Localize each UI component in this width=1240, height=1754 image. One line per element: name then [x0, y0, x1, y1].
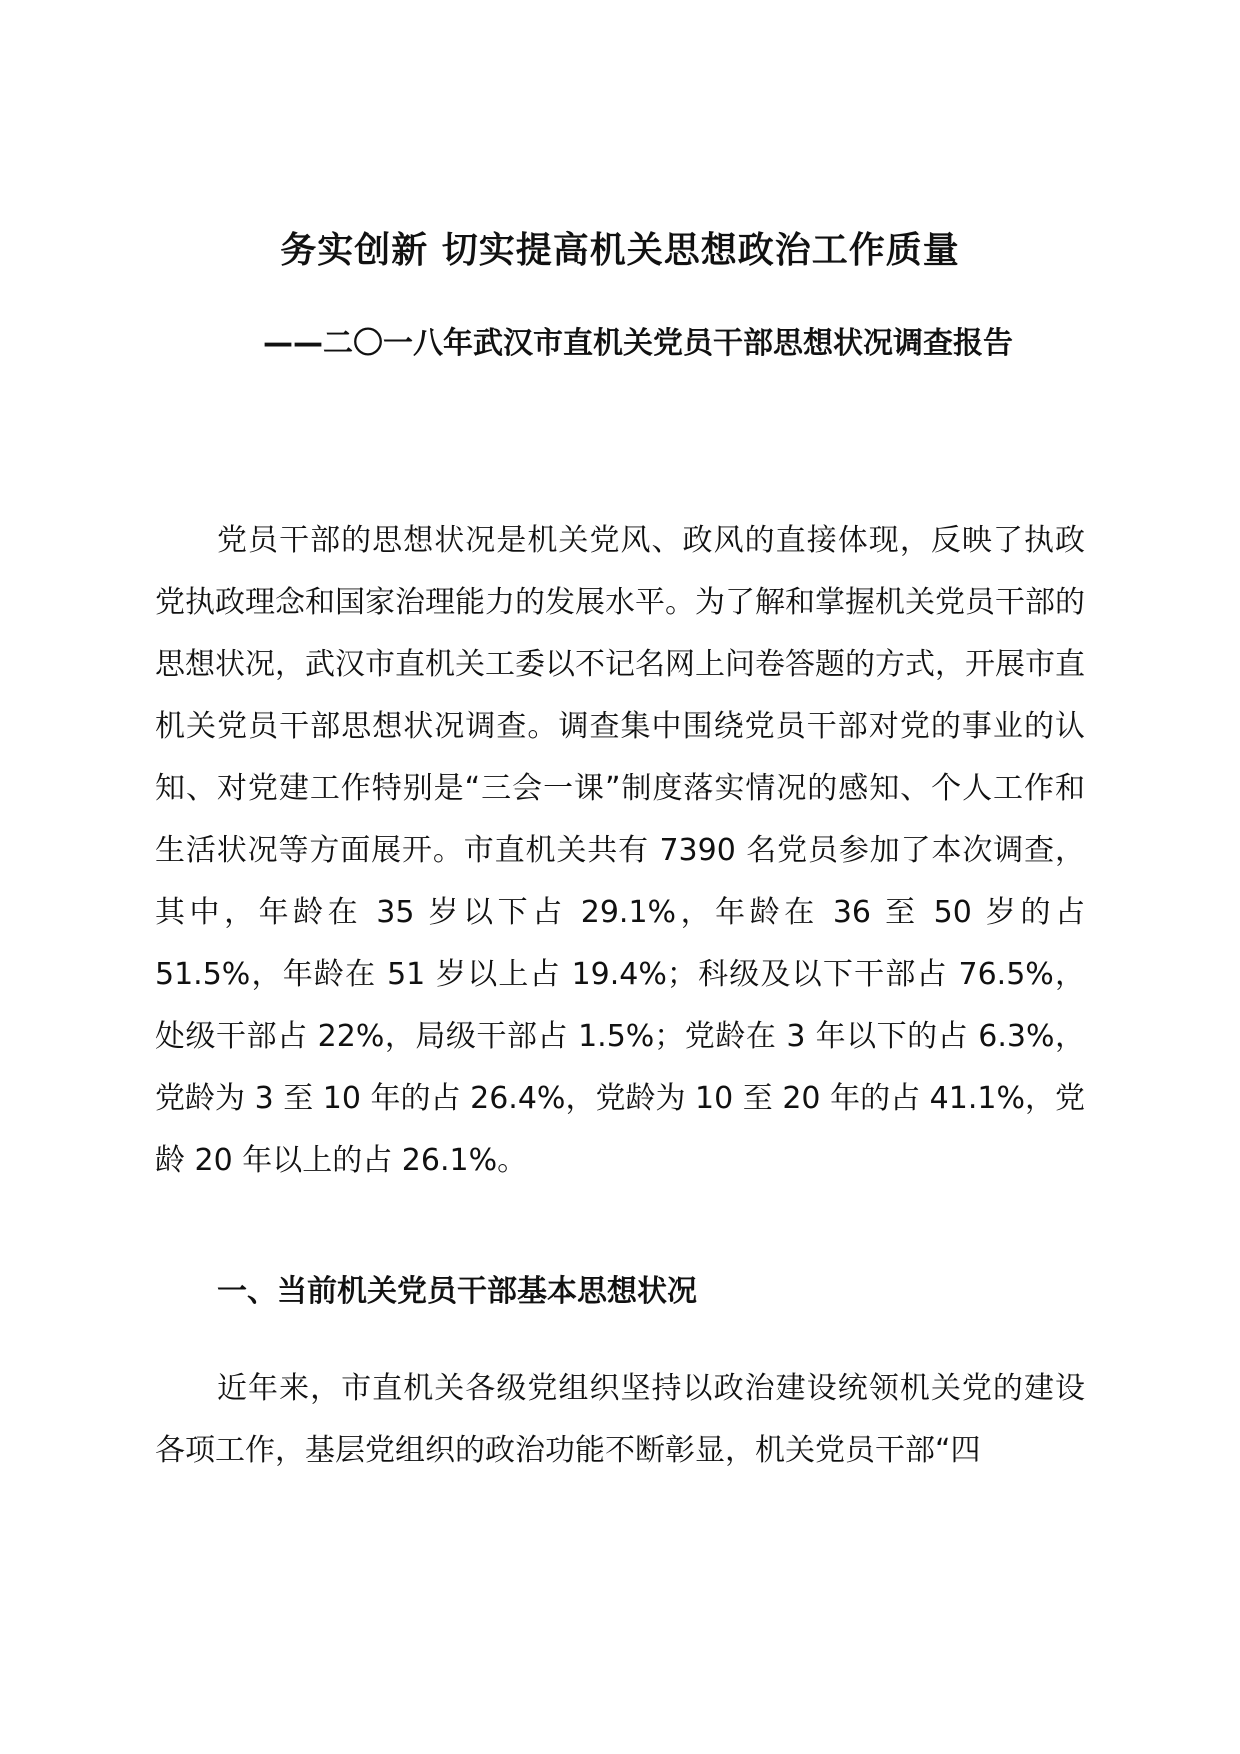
section-heading: 一、当前机关党员干部基本思想状况	[217, 1274, 697, 1309]
document-subtitle: ——二〇一八年武汉市直机关党员干部思想状况调查报告	[263, 326, 1013, 361]
intro-paragraph: 党员干部的思想状况是机关党风、政风的直接体现，反映了执政党执政理念和国家治理能力的发展水平。为了解和掌握机关党员干部的思想状况，武汉市直机关工委以不记名网上问卷答题的方式，开展市直机关党员干部思想状况调查。调查集中围绕党员干部对党的事业的认知、对党建工作特别是“三会一课”制度落实情况的感知、个人工作和生活状况等方面展开。市直机关共有 7390 名党员参加了本次调查，其中，年龄在 35 岁以下占 29.1%，年龄在 36 至 50 岁的占 51.5%，年龄在 51 岁以上占 19.4%；科级及以下干部占 76.5%，处级干部占 22%，局级干部占 1.5%；党龄在 3 年以下的占 6.3%，党龄为 3 至 10 年的占 26.4%，党龄为 10 至 20 年的占 41.1%，党龄 20 年以上的占 26.1%。	[155, 523, 1085, 1178]
section-paragraph: 近年来，市直机关各级党组织坚持以政治建设统领机关党的建设各项工作，基层党组织的政治功能不断彰显，机关党员干部“四	[155, 1371, 1085, 1468]
document-title: 务实创新 切实提高机关思想政治工作质量	[280, 230, 960, 271]
